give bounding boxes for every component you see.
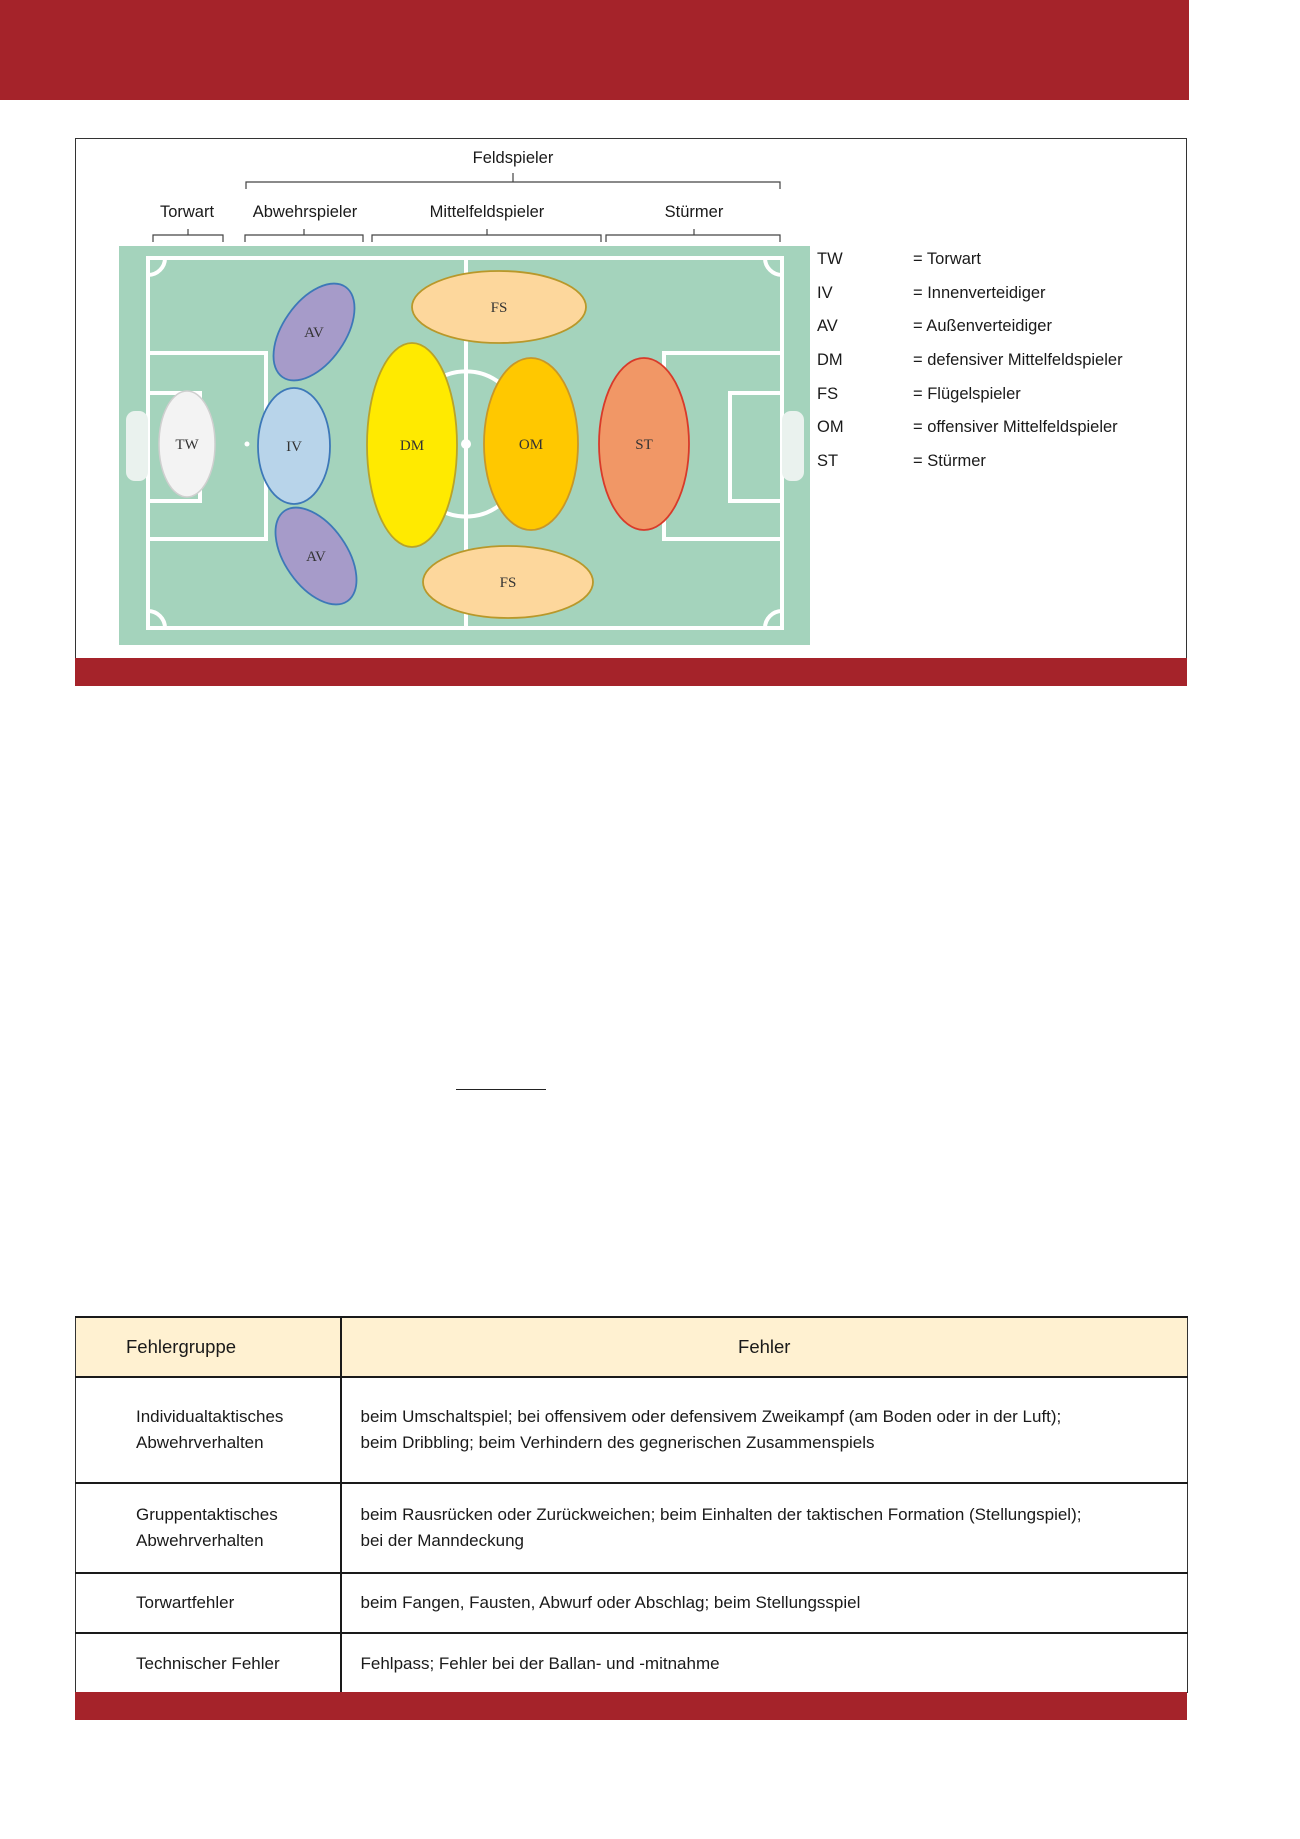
legend-definition: = Stürmer — [913, 452, 986, 471]
legend-abbr: DM — [817, 351, 843, 370]
group-line: Abwehrverhalten — [136, 1433, 264, 1452]
legend-abbr: IV — [817, 283, 833, 302]
table-row — [76, 1483, 1188, 1573]
error-line: bei der Manndeckung — [360, 1531, 525, 1550]
legend-definition: = Torwart — [913, 250, 982, 268]
legend-abbr: TW — [817, 250, 843, 268]
legend-item — [817, 284, 1177, 318]
svg-text:TW: TW — [175, 437, 199, 453]
legend-definition: = defensiver Mittelfeldspieler — [913, 351, 1123, 370]
position-st — [599, 358, 689, 530]
legend-abbr: OM — [817, 418, 844, 437]
legend-item — [817, 250, 1177, 284]
error-table — [75, 1316, 1188, 1693]
svg-text:IV: IV — [286, 439, 302, 455]
svg-text:ST: ST — [635, 437, 653, 453]
position-om — [484, 358, 578, 530]
svg-text:AV: AV — [304, 325, 324, 341]
bracket-label-stuermer: Stürmer — [664, 203, 724, 221]
svg-text:OM: OM — [518, 437, 544, 453]
row-group-cell — [76, 1483, 341, 1573]
error-line: beim Umschaltspiel; bei offensivem oder defensivem Zweikampf (am Boden oder in der Luft); — [360, 1407, 1062, 1426]
svg-text:FS: FS — [490, 300, 508, 316]
svg-text:FS: FS — [499, 575, 517, 591]
position-dm — [367, 343, 457, 547]
table-header-row — [76, 1317, 1188, 1377]
position-fs-bottom — [423, 546, 593, 618]
bracket-label-abwehr: Abwehrspieler — [252, 203, 358, 221]
footnote-separator — [456, 1089, 546, 1090]
legend-abbr: FS — [817, 384, 839, 403]
row-error-cell — [341, 1377, 1188, 1483]
group-line: Torwartfehler — [136, 1593, 235, 1612]
error-line: beim Fangen, Fausten, Abwurf oder Abschlag; beim Stellungsspiel — [360, 1593, 861, 1612]
legend-item — [817, 317, 1177, 351]
formation-figure — [75, 138, 1187, 658]
error-line: beim Rausrücken oder Zurückweichen; beim Einhalten der taktischen Formation (Stellungspiel); — [360, 1505, 1082, 1524]
table-row — [76, 1377, 1188, 1483]
svg-text:DM: DM — [399, 438, 425, 454]
row-error-cell — [341, 1633, 1188, 1693]
legend-item — [817, 452, 1177, 486]
bracket-label-torwart: Torwart — [159, 203, 215, 221]
legend-definition: = Flügelspieler — [913, 384, 1021, 403]
bracket-label-feldspieler: Feldspieler — [472, 149, 554, 167]
error-line: beim Dribbling; beim Verhindern des gegnerischen Zusammenspiels — [360, 1433, 875, 1452]
header-fehlergruppe: Fehlergruppe — [76, 1317, 341, 1377]
svg-text:AV: AV — [306, 549, 326, 565]
legend-item — [817, 351, 1177, 385]
table-footer-bar — [75, 1692, 1187, 1720]
legend-definition: = Außenverteidiger — [913, 317, 1052, 336]
error-line: Fehlpass; Fehler bei der Ballan- und -mitnahme — [360, 1653, 720, 1673]
group-line: Gruppentaktisches — [136, 1505, 278, 1524]
legend-definition: = offensiver Mittelfeldspieler — [913, 418, 1118, 437]
position-fs-top — [412, 271, 586, 343]
legend-item — [817, 385, 1177, 419]
position-iv — [258, 388, 330, 504]
row-group-cell — [76, 1377, 341, 1483]
error-table-wrapper — [75, 1316, 1187, 1693]
figure-footer-bar — [75, 658, 1187, 686]
row-group-cell — [76, 1633, 341, 1693]
table-row — [76, 1633, 1188, 1693]
position-tw — [159, 391, 215, 497]
position-legend — [817, 250, 1177, 486]
header-fehler: Fehler — [341, 1317, 1188, 1377]
legend-abbr: ST — [817, 452, 839, 471]
bracket-label-mittelfeld: Mittelfeldspieler — [429, 203, 545, 221]
header-bar — [0, 0, 1189, 100]
group-line: Abwehrverhalten — [136, 1531, 264, 1550]
group-line: Technischer Fehler — [136, 1653, 280, 1673]
row-group-cell — [76, 1573, 341, 1633]
group-line: Individualtaktisches — [136, 1407, 284, 1426]
legend-item — [817, 418, 1177, 452]
legend-abbr: AV — [817, 317, 838, 336]
row-error-cell — [341, 1573, 1188, 1633]
table-row — [76, 1573, 1188, 1633]
legend-definition: = Innenverteidiger — [913, 283, 1046, 302]
row-error-cell — [341, 1483, 1188, 1573]
